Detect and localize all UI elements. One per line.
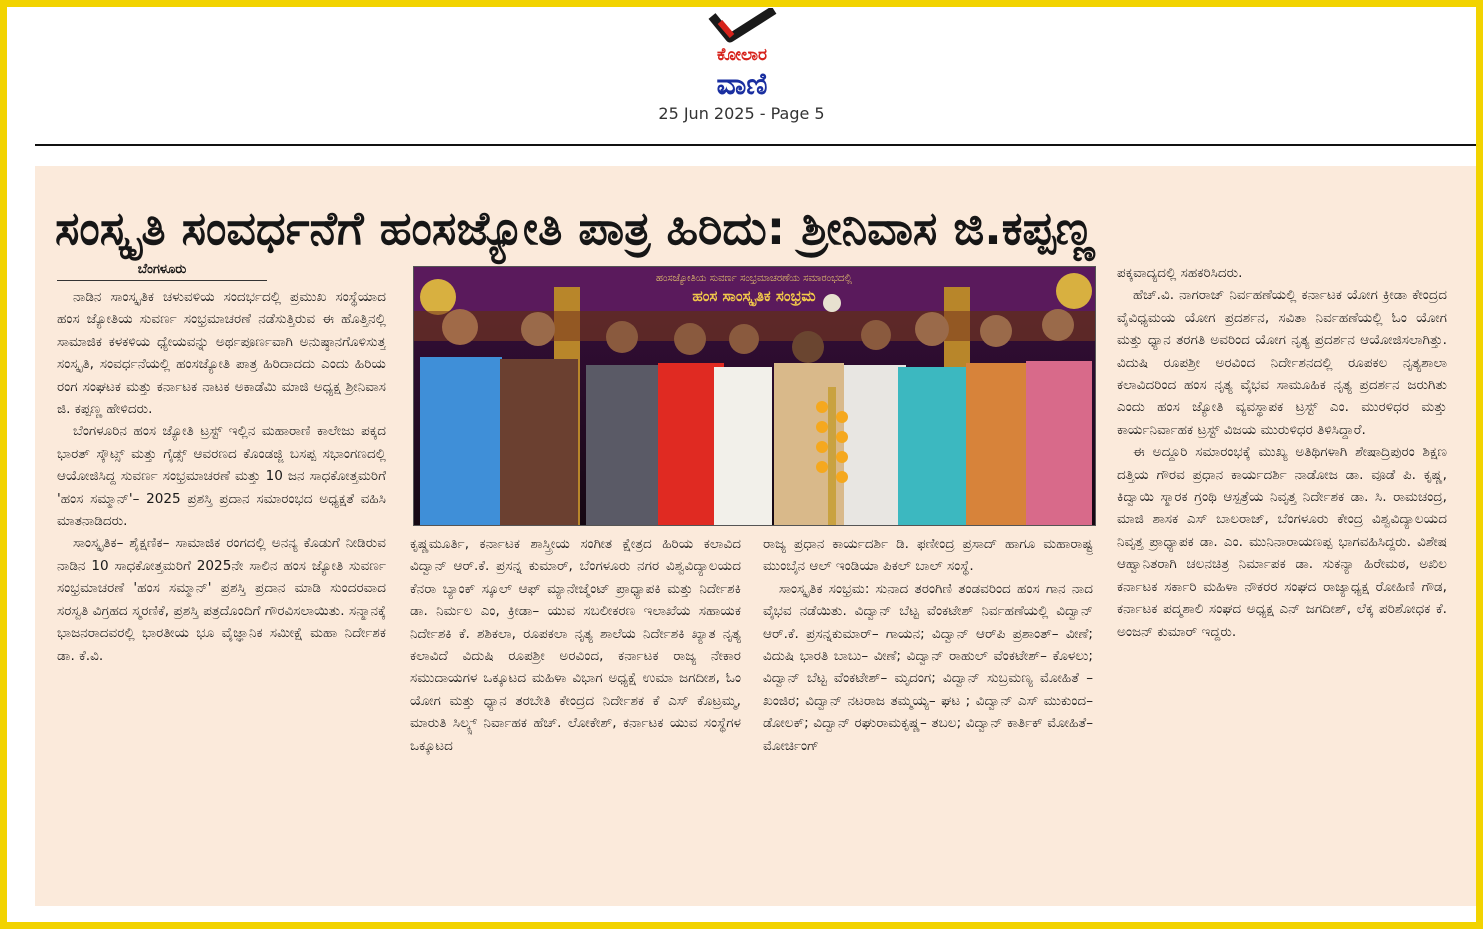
photo-banner-title: ಹಂಸ ಸಾಂಸ್ಕೃತಿಕ ಸಂಭ್ರಮ (692, 287, 816, 305)
paragraph: ರಾಜ್ಯ ಪ್ರಧಾನ ಕಾರ್ಯದರ್ಶಿ ಡಿ. ಫಣೀಂದ್ರ ಪ್ರಸಾದ್ ಹಾಗೂ ಮಹಾರಾಷ್ಟ್ರ ಮುಂಬೈನ ಆಲ್ ಇಂಡಿಯಾ ಪಿಕಲ್ ಬಾಲ್ ಸಂಸ್ಥೆ. (763, 536, 1093, 575)
article-column-3 (763, 533, 1093, 883)
paragraph: ನಾಡಿನ ಸಾಂಸ್ಕೃತಿಕ ಚಳುವಳಿಯ ಸಂದರ್ಭದಲ್ಲಿ ಪ್ರಮುಖ ಸಂಸ್ಥೆಯಾದ ಹಂಸ ಜ್ಯೋತಿಯ ಸುವರ್ಣ ಸಂಭ್ರಮಾಚರಣೆ ನಡೆಸುತ್ತಿರುವ ಈ ಹೊತ್ತಿನಲ್ಲಿ ಸಾಮಾಜಿಕ ಕಳಕಳಿಯ ಧ್ಯೇಯವನ್ನು ಅರ್ಥಪೂರ್ಣವಾಗಿ ಅನುಷ್ಠಾನಗೊಳಿಸುತ್ತ ಸಂಸ್ಕೃತಿ, ಸಂವರ್ಧನೆಯಲ್ಲಿ ಹಂಸಜ್ಯೋತಿ ಪಾತ್ರ ಹಿರಿದಾದದು ಎಂದು ಹಿರಿಯ ರಂಗ ಸಂಘಟಕ ಮತ್ತು ಕರ್ನಾಟಕ ನಾಟಕ ಅಕಾಡೆಮಿ ಮಾಜಿ ಅಧ್ಯಕ್ಷ ಶ್ರೀನಿವಾಸ ಜಿ. ಕಪ್ಪಣ್ಣ ಹೇಳಿದರು. (57, 289, 386, 418)
logo-text-top: ಕೋಲಾರ (716, 45, 768, 65)
photo-banner-text: ಹಂಸಜ್ಯೋತಿಯ ಸುವರ್ಣ ಸಂಭ್ರಮಾಚರಣೆಯ ಸಮಾರಂಭದಲ್ಲಿ (656, 273, 852, 284)
paragraph: ಈ ಅದ್ದೂರಿ ಸಮಾರಂಭಕ್ಕೆ ಮುಖ್ಯ ಅತಿಥಿಗಳಾಗಿ ಶೇಷಾದ್ರಿಪುರಂ ಶಿಕ್ಷಣ ದತ್ತಿಯ ಗೌರವ ಪ್ರಧಾನ ಕಾರ್ಯದರ್ಶಿ ನಾಡೋಜ ಡಾ. ವೂಡೆ ಪಿ. ಕೃಷ್ಣ, ಕಿದ್ವಾಯಿ ಸ್ಮಾರಕ ಗ್ರಂಥಿ ಆಸ್ಪತ್ರೆಯ ನಿವೃತ್ತ ನಿರ್ದೇಶಕ ಡಾ. ಸಿ. ರಾಮಚಂದ್ರ, ಮಾಜಿ ಶಾಸಕ ಎಸ್ ಬಾಲರಾಜ್, ಬೆಂಗಳೂರು ಕೇಂದ್ರ ವಿಶ್ವವಿದ್ಯಾಲಯದ ನಿವೃತ್ತ ಪ್ರಾಧ್ಯಾಪಕ ಡಾ. ಎಂ. ಮುನಿನಾರಾಯಣಪ್ಪ ಭಾಗವಹಿಸಿದ್ದರು. ವಿಶೇಷ ಆಹ್ವಾನಿತರಾಗಿ ಚಲನಚಿತ್ರ ನಿರ್ಮಾಪಕ ಡಾ. ಸುಕನ್ಯಾ ಹಿರೇಮಠ, ಅಖಿಲ ಕರ್ನಾಟಕ ಸರ್ಕಾರಿ ಮಹಿಳಾ ನೌಕರರ ಸಂಘದ ರಾಜ್ಯಾಧ್ಯಕ್ಷ ರೋಹಿಣಿ ಗೌಡ, ಕರ್ನಾಟಕ ಪದ್ಮಶಾಲಿ ಸಂಘದ ಅಧ್ಯಕ್ಷ ಎನ್ ಜಗದೀಶ್, ಲೆಕ್ಕ ಪರಿಶೋಧಕ ಕೆ. ಅಂಜನ್ ಕುಮಾರ್ ಇದ್ದರು. (1117, 444, 1447, 640)
masthead-divider (35, 144, 1476, 146)
paragraph: ಸಾಂಸ್ಕೃತಿಕ– ಶೈಕ್ಷಣಿಕ– ಸಾಮಾಜಿಕ ರಂಗದಲ್ಲಿ ಅನನ್ಯ ಕೊಡುಗೆ ನೀಡಿರುವ ನಾಡಿನ 10 ಸಾಧಕೋತ್ತಮರಿಗೆ 2025ನೇ ಸಾಲಿನ ಹಂಸ ಜ್ಯೋತಿ ಸುವರ್ಣ ಸಂಭ್ರಮಾಚರಣೆ 'ಹಂಸ ಸಮ್ಮಾನ್' ಪ್ರಶಸ್ತಿ ಪ್ರದಾನ ಮಾಡಿ ಸುಂದರವಾದ ಸರಸ್ವತಿ ವಿಗ್ರಹದ ಸ್ಮರಣಿಕೆ, ಪ್ರಶಸ್ತಿ ಪತ್ರದೊಂದಿಗೆ ಗೌರವಿಸಲಾಯಿತು. ಸನ್ಮಾನಕ್ಕೆ ಭಾಜನರಾದವರಲ್ಲಿ ಭಾರತೀಯ ಭೂ ವೈಜ್ಞಾನಿಕ ಸಮೀಕ್ಷೆ ಮಹಾ ನಿರ್ದೇಶಕ ಡಾ. ಕೆ.ವಿ. (57, 535, 386, 664)
event-photo-illustration (414, 267, 1095, 525)
paragraph: ಕೃಷ್ಣಮೂರ್ತಿ, ಕರ್ನಾಟಕ ಶಾಸ್ತ್ರೀಯ ಸಂಗೀತ ಕ್ಷೇತ್ರದ ಹಿರಿಯ ಕಲಾವಿದ ವಿದ್ವಾನ್ ಆರ್.ಕೆ. ಪ್ರಸನ್ನ ಕುಮಾರ್, ಬೆಂಗಳೂರು ನಗರ ವಿಶ್ವವಿದ್ಯಾಲಯದ ಕೆನರಾ ಬ್ಯಾಂಕ್ ಸ್ಕೂಲ್ ಆಫ್ ಮ್ಯಾನೇಜ್ಮೆಂಟ್ ಪ್ರಾಧ್ಯಾಪಕಿ ಮತ್ತು ನಿರ್ದೇಶಕಿ ಡಾ. ನಿರ್ಮಲ ಎಂ, ಕ್ರೀಡಾ– ಯುವ ಸಬಲೀಕರಣ ಇಲಾಖೆಯ ಸಹಾಯಕ ನಿರ್ದೇಶಕಿ ಕೆ. ಶಶಿಕಲಾ, ರೂಪಕಲಾ ನೃತ್ಯ ಶಾಲೆಯ ನಿರ್ದೇಶಕಿ ಖ್ಯಾತ ನೃತ್ಯ ಕಲಾವಿದೆ ವಿದುಷಿ ರೂಪಶ್ರೀ ಅರವಿಂದ, ಕರ್ನಾಟಕ ರಾಜ್ಯ ನೇಕಾರ ಸಮುದಾಯಗಳ ಒಕ್ಕೂಟದ ಮಹಿಳಾ ವಿಭಾಗ ಅಧ್ಯಕ್ಷೆ ಉಮಾ ಜಗದೀಶ, ಓಂ ಯೋಗ ಮತ್ತು ಧ್ಯಾನ ತರಬೇತಿ ಕೇಂದ್ರದ ನಿರ್ದೇಶಕ ಕೆ ಎಸ್ ಕೊಟ್ರಮ್ಮ, ಮಾರುತಿ ಸಿಲ್ಕ್ಸ್ ನಿರ್ವಾಹಕ ಹೆಚ್. ಲೋಕೇಶ್, ಕರ್ನಾಟಕ ಯುವ ಸಂಸ್ಥೆಗಳ ಒಕ್ಕೂಟದ (410, 536, 741, 754)
article-column-2 (410, 533, 741, 883)
kolar-vani-logo (682, 8, 802, 100)
article-column-1 (57, 286, 386, 886)
paragraph: ಪಕ್ಕವಾದ್ಯದಲ್ಲಿ ಸಹಕರಿಸಿದರು. (1117, 265, 1243, 281)
paragraph: ಹೆಚ್.ವಿ. ನಾಗರಾಜ್ ನಿರ್ವಹಣೆಯಲ್ಲಿ ಕರ್ನಾಟಕ ಯೋಗ ಕ್ರೀಡಾ ಕೇಂದ್ರದ ವೈವಿಧ್ಯಮಯ ಯೋಗ ಪ್ರದರ್ಶನ, ಸವಿತಾ ನಿರ್ವಹಣೆಯಲ್ಲಿ ಓಂ ಯೋಗ ಮತ್ತು ಧ್ಯಾನ ತರಗತಿ ಅವರಿಂದ ಯೋಗ ನೃತ್ಯ ಪ್ರದರ್ಶನ ಆಯೋಜಿಸಲಾಗಿತ್ತು. ವಿದುಷಿ ರೂಪಶ್ರೀ ಅರವಿಂದ ನಿರ್ದೇಶನದಲ್ಲಿ ರೂಪಕಲ ನೃತ್ಯಶಾಲಾ ಕಲಾವಿದರಿಂದ ಹಂಸ ನೃತ್ಯ ವೈಭವ ಸಾಮೂಹಿಕ ನೃತ್ಯ ಪ್ರದರ್ಶನ ಜರುಗಿತು ಎಂದು ಹಂಸ ಜ್ಯೋತಿ ವ್ಯವಸ್ಥಾಪಕ ಟ್ರಸ್ಟ್ ಎಂ. ಮುರಳಿಧರ ಮತ್ತು ಕಾರ್ಯನಿರ್ವಾಹಕ ಟ್ರಸ್ಟ್ ವಿಜಯ ಮುರುಳಿಧರ ತಿಳಿಸಿದ್ದಾರೆ. (1117, 287, 1447, 438)
issue-date-page: 25 Jun 2025 - Page 5 (658, 104, 825, 123)
news-clipping (35, 166, 1476, 906)
article-column-4 (1117, 262, 1447, 886)
article-headline: ಸಂಸ್ಕೃತಿ ಸಂವರ್ಧನೆಗೆ ಹಂಸಜ್ಯೋತಿ ಪಾತ್ರ ಹಿರಿದು: ಶ್ರೀನಿವಾಸ ಜಿ.ಕಪ್ಪಣ್ಣ (55, 201, 1095, 255)
dateline: ಬೆಂಗಳೂರು (57, 262, 267, 281)
paragraph: ಬೆಂಗಳೂರಿನ ಹಂಸ ಜ್ಯೋತಿ ಟ್ರಸ್ಟ್ ಇಲ್ಲಿನ ಮಹಾರಾಣಿ ಕಾಲೇಜು ಪಕ್ಕದ ಭಾರತ್ ಸ್ಕೌಟ್ಸ್ ಮತ್ತು ಗೈಡ್ಸ್ ಆವರಣದ ಕೊಂಡಜ್ಜಿ ಬಸಪ್ಪ ಸಭಾಂಗಣದಲ್ಲಿ ಆಯೋಜಿಸಿದ್ದ ಸುವರ್ಣ ಸಂಭ್ರಮಾಚರಣೆ ಮತ್ತು 10 ಜನ ಸಾಧಕೋತ್ತಮರಿಗೆ 'ಹಂಸ ಸಮ್ಮಾನ್'– 2025 ಪ್ರಶಸ್ತಿ ಪ್ರದಾನ ಸಮಾರಂಭದ ಅಧ್ಯಕ್ಷತೆ ವಹಿಸಿ ಮಾತನಾಡಿದರು. (57, 423, 386, 530)
event-photo (413, 266, 1096, 526)
masthead (0, 0, 1483, 146)
logo-text-main: ವಾಣಿ (716, 67, 768, 100)
paragraph: ಸಾಂಸ್ಕೃತಿಕ ಸಂಭ್ರಮ: ಸುನಾದ ತರಂಗಿಣಿ ತಂಡವರಿಂದ ಹಂಸ ಗಾನ ನಾದ ವೈಭವ ನಡೆಯಿತು. ವಿದ್ವಾನ್ ಬೆಟ್ಟ ವೆಂಕಟೇಶ್ ನಿರ್ವಹಣೆಯಲ್ಲಿ ವಿದ್ವಾನ್ ಆರ್.ಕೆ. ಪ್ರಸನ್ನಕುಮಾರ್– ಗಾಯನ; ವಿದ್ವಾನ್ ಆರ್‌ಪಿ ಪ್ರಶಾಂತ್– ವೀಣೆ; ವಿದುಷಿ ಭಾರತಿ ಬಾಬು– ವೀಣೆ; ವಿದ್ವಾನ್ ರಾಹುಲ್ ವೆಂಕಟೇಶ್– ಕೊಳಲು; ವಿದ್ವಾನ್ ಬೆಟ್ಟ ವೆಂಕಟೇಶ್– ಮೃದಂಗ; ವಿದ್ವಾನ್ ಸುಬ್ರಮಣ್ಯ ಮೋಹಿತೆ – ಖಂಜಿರ; ವಿದ್ವಾನ್ ನಟರಾಜ ತಮ್ಮಯ್ಯ– ಘಟ ; ವಿದ್ವಾನ್ ಎಸ್ ಮುಕುಂದ– ಡೋಲಕ್; ವಿದ್ವಾನ್ ರಘುರಾಮಕೃಷ್ಣ– ತಬಲ; ವಿದ್ವಾನ್ ಕಾರ್ತಿಕ್ ಮೋಹಿತೆ– ಮೋರ್ಚಿಂಗ್ (763, 580, 1093, 754)
